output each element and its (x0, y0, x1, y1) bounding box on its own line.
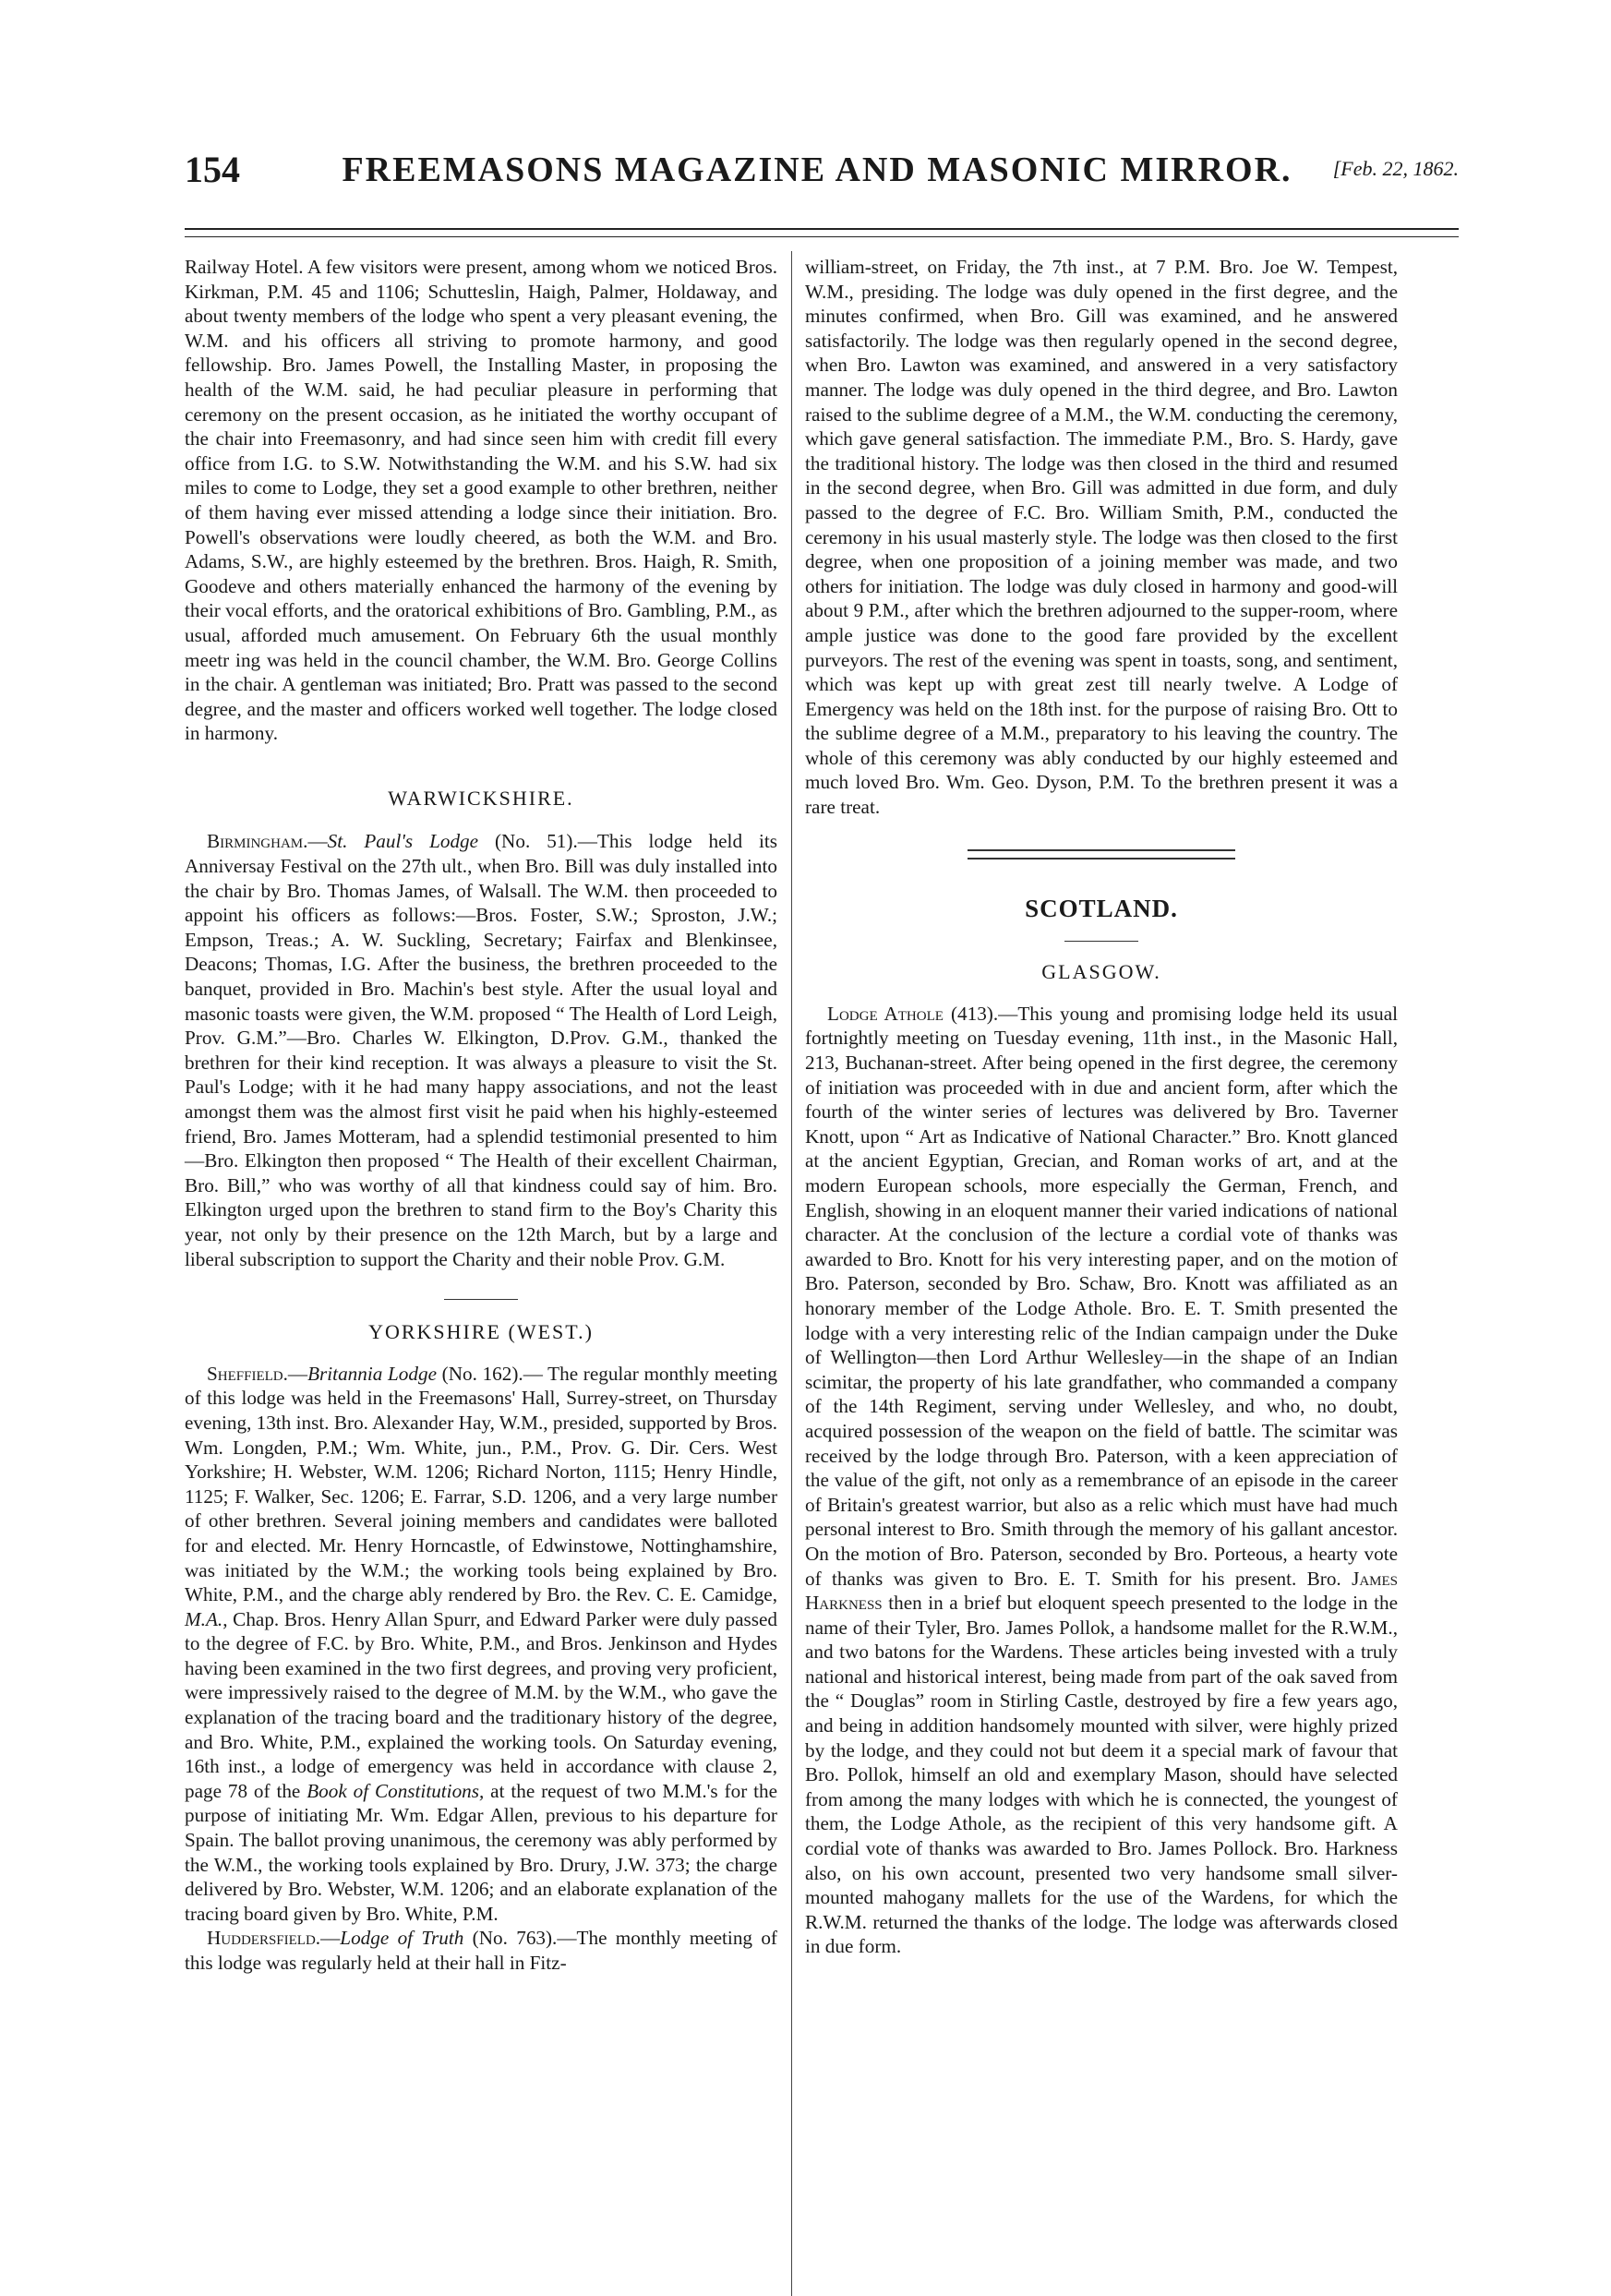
sheffield-body-2: , Chap. Bros. Henry Allan Spurr, and Edward Parker were duly passed to the degree of F.C. by Bro. White, P.M., and Bros. Jenkinson and Hydes having been examined in the two first degrees, and proving very proficient, were impressively raised to the degree of M.M. by the W.M., who gave the explanation of the tracing board and the traditionary history of the degree, and Bro. White, P.M., explained the working tools. On Saturday evening, 16th inst., a lodge of emergency was held in accordance with clause 2, page 78 of the (185, 1607, 777, 1802)
page-number: 154 (185, 149, 240, 190)
huddersfield-lead: Huddersfield. (207, 1927, 321, 1950)
birmingham-paragraph: Birmingham.—St. Paul's Lodge (No. 51).—This lodge held its Anniversay Festival on the 27th ult., when Bro. Bill was duly installed into the chair by Bro. Thomas James, of Walsall. The W.M. then proceeded to appoint his officers as follows:—Bros. Foster, S.W.; Sproston, J.W.; Empson, Treas.; A. W. Suckling, Secretary; Fairfax and Blenkinsee, Deacons; Thomas, I.G. After the business, the brethren proceeded to the banquet, provided in Bro. Machin's best style. After the usual loyal and masonic toasts were given, the W.M. proposed “ The Health of Lord Leigh, Prov. G.M.”—Bro. Charles W. Elkington, D.Prov. G.M., thanked the brethren for their kind reception. It was always a pleasure to visit the St. Paul's Lodge; with it he had many happy associations, and not the least amongst them was the almost first visit he paid when his highly-esteemed friend, Bro. James Motteram, had a splendid testimonial presented to him—Bro. Elkington then proposed “ The Health of their excellent Chairman, Bro. Bill,” who was worthy of all that kindness could say of him. Bro. Elkington urged upon the brethren to stand firm to the Boy's Charity this year, not only by their presence on the 12th March, but by a large and liberal subscription to support the Charity and their noble Prov. G.M. (185, 830, 777, 1270)
athole-lead: Lodge Athole (827, 1002, 944, 1025)
athole-body-2: then in a brief but eloquent speech presented to the lodge in the name of their Tyler, Bro. James Pollok, a handsome mallet for the R.W.M., and two batons for the Wardens. These articles being invested with a truly national and historical interest, being made from part of the oak saved from the “ Douglas” room in Stirling Castle, destroyed by fire a few years ago, and being in addition handsomely mounted with silver, were highly prized by the lodge, and they could not but deem it a special mark of favour that Bro. Pollok, himself an old and exemplary Mason, should have selected from among the many lodges with which he is connected, the youngest of them, the Lodge Athole, as the recipient of this very handsome gift. A cordial vote of thanks was awarded to Bro. James Pollock. Bro. Harkness also, on his own account, presented two very handsome small silver-mounted mahogany mallets for the use of the Wardens, for which the R.W.M. returned the thanks of the lodge. The lodge was afterwards closed in due form. (805, 1592, 1398, 1958)
header-rule-upper (185, 228, 1459, 230)
st-pauls-lodge: St. Paul's Lodge (327, 830, 479, 853)
yorkshire-heading: YORKSHIRE (WEST.) (368, 1320, 594, 1344)
lodge-of-truth: Lodge of Truth (340, 1927, 464, 1950)
huddersfield-paragraph: Huddersfield.—Lodge of Truth (No. 763).—The monthly meeting of this lodge was regularly held at their hall in Fitz- (185, 1927, 777, 1974)
birmingham-lead: Birmingham. (207, 830, 308, 853)
glasgow-heading: GLASGOW. (1041, 960, 1161, 984)
railway-hotel-paragraph: Railway Hotel. A few visitors were present, among whom we noticed Bros. Kirkman, P.M. 45 and 1106; Schutteslin, Haigh, Palmer, Holdaway, and about twenty members of the lodge who spent a very pleasant evening, the W.M. and his officers all striving to promote harmony, and good fellowship. Bro. James Powell, the Installing Master, in proposing the health of the W.M. said, he had peculiar pleasure in performing that ceremony on the present occasion, as he initiated the worthy occupant of the chair into Freemasonry, and had since seen him with credit fill every office from I.G. to S.W. Notwithstanding the W.M. and his S.W. had six miles to come to Lodge, they set a good example to other brethren, neither of them having ever missed attending a lodge since their initiation. Bro. Powell's observations were loudly cheered, as both the W.M. and Bro. Adams, S.W., are highly esteemed by the brethren. Bros. Haigh, R. Smith, Goodeve and others materially enhanced the harmony of the evening by their vocal efforts, and the oratorical exhibitions of Bro. Gambling, P.M., as usual, afforded much amusement. On February 6th the usual monthly meetr ing was held in the council chamber, the W.M. Bro. George Collins in the chair. A gentleman was initiated; Bro. Pratt was passed to the second degree, and the master and officers worked well together. The lodge closed in harmony. (185, 256, 777, 745)
sheffield-lead: Sheffield. (207, 1362, 288, 1385)
birmingham-body: (No. 51).—This lodge held its Anniversay Festival on the 27th ult., when Bro. Bill was duly installed into the chair by Bro. Thomas James, of Walsall. The W.M. then proceeded to appoint his officers as follows:—Bros. Foster, S.W.; Sproston, J.W.; Empson, Treas.; A. W. Suckling, Secretary; Fairfax and Blenkinsee, Deacons; Thomas, I.G. After the business, the brethren proceeded to the banquet, provided in Bro. Machin's best style. After the usual loyal and masonic toasts were given, the W.M. proposed “ The Health of Lord Leigh, Prov. G.M.”—Bro. Charles W. Elkington, D.Prov. G.M., thanked the brethren for their kind reception. It was always a pleasure to visit the St. Paul's Lodge; with it he had many happy associations, and not the least amongst them was the almost first visit he paid when his highly-esteemed friend, Bro. James Motteram, had a splendid testimonial presented to him—Bro. Elkington then proposed “ The Health of their excellent Chairman, Bro. Bill,” who was worthy of all that kindness could say of him. Bro. Elkington urged upon the brethren to stand firm to the Boy's Charity this year, not only by their presence on the 12th March, but by a large and liberal subscription to support the Charity and their noble Prov. G.M. (185, 830, 777, 1270)
magazine-title: FREEMASONS MAGAZINE AND MASONIC MIRROR. (342, 150, 1292, 189)
fitzwilliam-paragraph: william-street, on Friday, the 7th inst., at 7 P.M. Bro. Joe W. Tempest, W.M., presiding. The lodge was duly opened in the first degree, and the minutes confirmed, when Bro. Gill was examined, and he answered satisfactorily. The lodge was then regularly opened in the second degree, when Bro. Lawton was examined, and answered in a very satisfactory manner. The lodge was duly opened in the third degree, and Bro. Lawton raised to the sublime degree of a M.M., the W.M. conducting the ceremony, which gave general satisfaction. The immediate P.M., Bro. S. Hardy, gave the traditional history. The lodge was then closed in the third and resumed in the second degree, when Bro. Gill was admitted in due form, and duly passed to the degree of F.C. Bro. William Smith, P.M., conducted the ceremony in his usual masterly style. The lodge was then closed to the first degree, when one proposition of a joining member was made, and two others for initiation. The lodge was duly closed in harmony and good-will about 9 P.M., after which the brethren adjourned to the supper-room, where ample justice was done to the good fare provided by the excellent purveyors. The rest of the evening was spent in toasts, song, and sentiment, which was kept up with great zest till nearly twelve. A Lodge of Emergency was held on the 18th inst. for the purpose of raising Bro. Ott to the sublime degree of a M.M., preparatory to his leaving the country. The whole of this ceremony was ably conducted by our highly esteemed and much loved Bro. Wm. Geo. Dyson, P.M. To the brethren present it was a rare treat. (805, 256, 1398, 819)
sheffield-paragraph: Sheffield.—Britannia Lodge (No. 162).— The regular monthly meeting of this lodge was held in the Freemasons' Hall, Surrey-street, on Thursday evening, 13th inst. Bro. Alexander Hay, W.M., presided, supported by Bros. Wm. Longden, P.M.; Wm. White, jun., P.M., Prov. G. Dir. Cers. West Yorkshire; H. Webster, W.M. 1206; Richard Norton, 1115; Henry Hindle, 1125; F. Walker, Sec. 1206; E. Farrar, S.D. 1206, and a very large number of other brethren. Several joining members and candidates were balloted for and elected. Mr. Henry Horncastle, of Edwinstowe, Nottinghamshire, was initiated by the W.M.; the working tools being explained by Bro. White, P.M., and the charge ably rendered by Bro. the Rev. C. E. Camidge, M.A., Chap. Bros. Henry Allan Spurr, and Edward Parker were duly passed to the degree of F.C. by Bro. White, P.M., and Bros. Jenkinson and Hydes having been examined in the two first degrees, and proving very proficient, were impressively raised to the degree of M.M. by the W.M., who gave the explanation of the tracing board and the traditionary history of the degree, and Bro. White, P.M., explained the working tools. On Saturday evening, 16th inst., a lodge of emergency was held in accordance with clause 2, page 78 of the Book of Constitutions, at the request of two M.M.'s for the purpose of initiating Mr. Wm. Edgar Allen, previous to his departure for Spain. The ballot proving unanimous, the ceremony was ably performed by the W.M., the working tools explained by Bro. Drury, J.W. 373; the charge delivered by Bro. Webster, W.M. 1206; and an elaborate explanation of the tracing board given by Bro. White, P.M. (185, 1362, 778, 1925)
huddersfield-body: (No. 763).—The monthly meeting of this lodge was regularly held at their hall in Fitz- (185, 1927, 777, 1974)
scotland-rule (1064, 941, 1138, 942)
section-rule (444, 1299, 518, 1300)
right-column (805, 255, 1398, 1959)
britannia-lodge: Britannia Lodge (307, 1362, 437, 1385)
header-rule-lower (185, 236, 1459, 237)
athole-paragraph (805, 1002, 1398, 1959)
sheffield-body-3: at the request of two M.M.'s for the purpose of initiating Mr. Wm. Edgar Allen, previous to his departure for Spain. The ballot proving unanimous, the ceremony was ably performed by the W.M., the working tools explained by Bro. Drury, J.W. 373; the charge delivered by Bro. Webster, W.M. 1206; and an elaborate explanation of the tracing board given by Bro. White, P.M. (185, 1779, 778, 1925)
warwickshire-heading: WARWICKSHIRE. (388, 786, 574, 810)
page-header (185, 148, 1459, 203)
james-harkness: James Harkness (805, 1567, 1398, 1615)
left-column (185, 255, 777, 1976)
athole-body-1: (413).—This young and promising lodge held its usual fortnightly meeting on Tuesday evening, 11th inst., in the Masonic Hall, 213, Buchanan-street. After being opened in the first degree, the ceremony of initiation was proceeded with in due and ancient form, after which the fourth of the winter series of lectures was delivered by Bro. Taverner Knott, upon “ Art as Indicative of National Character.” Bro. Knott glanced at the ancient Egyptian, Grecian, and Roman works of art, and at the modern European schools, more especially the German, French, and English, showing in an eloquent manner their varied indications of national character. At the conclusion of the lecture a cordial vote of thanks was awarded to Bro. Knott for his very interesting paper, and on the motion of Bro. Paterson, seconded by Bro. Schaw, Bro. Knott was affiliated as an honorary member of the Lodge Athole. Bro. E. T. Smith presented the lodge with a very interesting relic of the Indian campaign under the Duke of Wellington—then Lord Arthur Wellesley—in the shape of an Indian scimitar, the property of his late grandfather, who commanded a company of the 14th Regiment, serving under Wellesley, and who, no doubt, acquired possession of the weapon on the field of battle. The scimitar was received by the lodge through Bro. Paterson, with a keen appreciation of the value of the gift, not only as a remembrance of an episode in the career of Britain's greatest warrior, but also as a relic which must have had much personal interest to Bro. Smith through the memory of his gallant ancestor. On the motion of Bro. Paterson, seconded by Bro. Porteous, a hearty vote of thanks was given to Bro. E. T. Smith for his present. Bro. (805, 1002, 1398, 1590)
sheffield-ma: M.A. (185, 1607, 223, 1630)
scotland-heading: SCOTLAND. (1025, 894, 1178, 922)
section-double-rule (968, 849, 1235, 859)
column-divider (791, 251, 792, 2296)
book-of-constitutions: Book of Constitutions, (307, 1779, 485, 1802)
sheffield-body-1: (No. 162).— The regular monthly meeting of this lodge was held in the Freemasons' Hall, Surrey-street, on Thursday evening, 13th inst. Bro. Alexander Hay, W.M., presided, supported by Bros. Wm. Longden, P.M.; Wm. White, jun., P.M., Prov. G. Dir. Cers. West Yorkshire; H. Webster, W.M. 1206; Richard Norton, 1115; Henry Hindle, 1125; F. Walker, Sec. 1206; E. Farrar, S.D. 1206, and a very large number of other brethren. Several joining members and candidates were balloted for and elected. Mr. Henry Horncastle, of Edwinstowe, Nottinghamshire, was initiated by the W.M.; the working tools being explained by Bro. White, P.M., and the charge ably rendered by Bro. the Rev. C. E. Camidge, (185, 1362, 777, 1606)
issue-date: [Feb. 22, 1862. (1332, 157, 1459, 180)
